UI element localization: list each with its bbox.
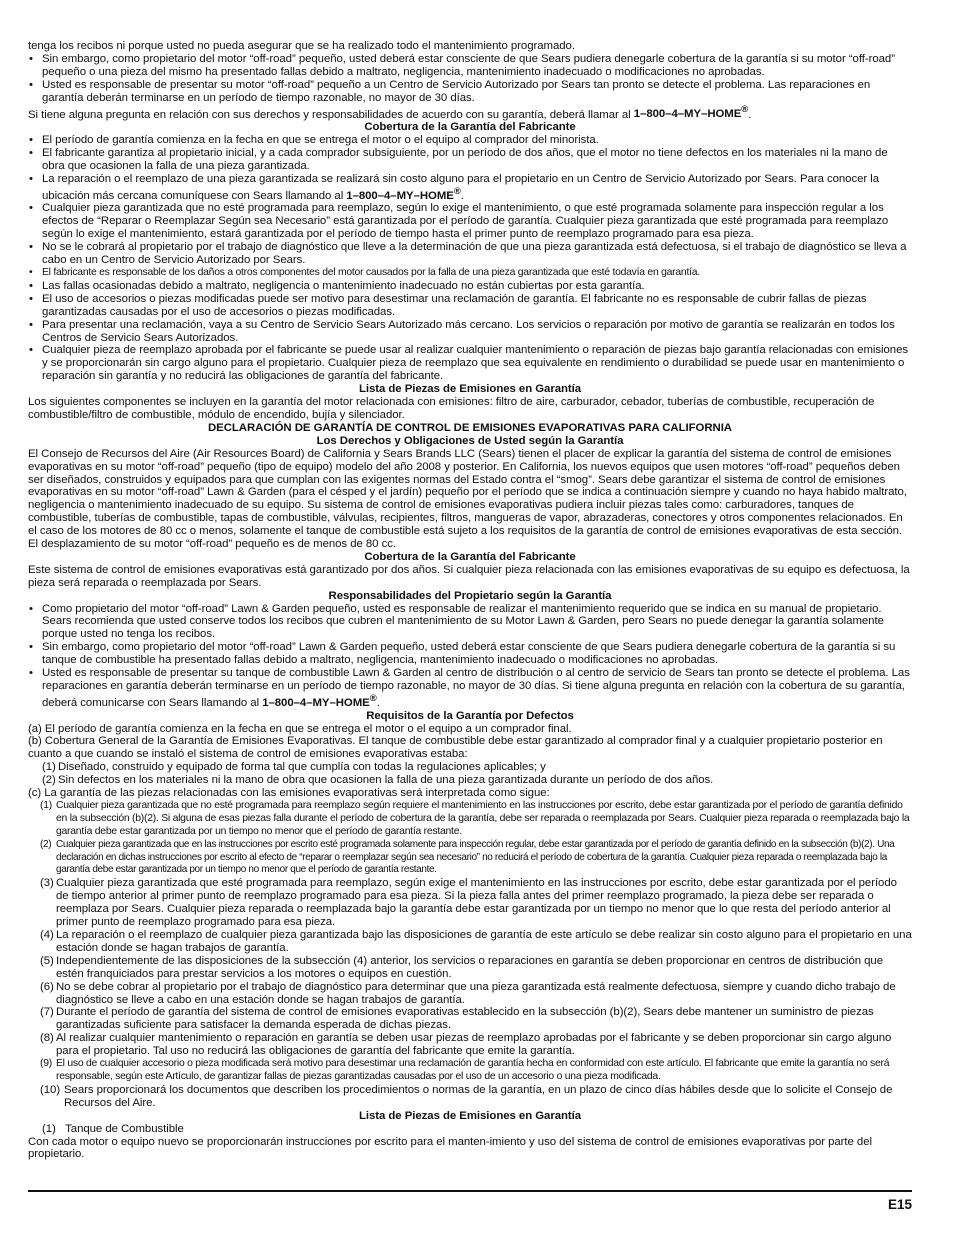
- list-item: • El período de garantía comienza en la fecha en que se entrega el motor o el equipo al comprador del minorista.: [28, 134, 912, 147]
- question-text: Si tiene alguna pregunta en relación con sus derechos y responsabilidades de acuerdo con su garantía, deberá llamar al 1–800–4–MY–HOME®.: [28, 104, 752, 121]
- phone-number: 1–800–4–MY–HOME®: [262, 692, 377, 709]
- list-item: • Las fallas ocasionadas debido a maltrato, negligencia o mantenimiento inadecuado no están cubiertas por esta garantía.: [28, 280, 912, 293]
- closing-text: Con cada motor o equipo nuevo se proporcionarán instrucciones por escrito para el manten-imiento y uso del sistema de control de emisiones evaporativas por parte del propietario.: [28, 1135, 872, 1161]
- requirement-a: (a) El período de garantía comienza en la fecha en que se entrega el motor o el equipo a un comprador final.: [28, 722, 572, 735]
- list-item: • Cualquier pieza de reemplazo aprobada por el fabricante se puede usar al realizar cualquier mantenimiento o reparación de piezas bajo garantía relacionadas con emisiones y se proporcionarán sin cargo alguno para el propietario. Cualquier pieza de reemplazo que sea equivalente en rendimiento o durabilidad se puede usar en mantenimiento o reparación sin garantía y no reducirá las obligaciones de garantía del fabricante.: [28, 344, 912, 383]
- list-item: • Como propietario del motor “off-road” Lawn & Garden pequeño, usted es responsable de realizar el mantenimiento requerido que se indica en su manual de propietario. Sears recomienda que usted conserve todos los recibos que cubren el mantenimiento de su Motor Lawn & Garden, pero Sears no puede denegar la garantía solamente porque usted no tenga los recibos.: [28, 603, 912, 642]
- section-heading: Lista de Piezas de Emisiones en Garantía: [358, 1109, 582, 1122]
- parts-list-item: (1) Tanque de Combustible: [42, 1122, 184, 1135]
- section-heading: Cobertura de la Garantía del Fabricante: [364, 121, 576, 134]
- list-item: • Sin embargo, como propietario del motor “off-road” pequeño, usted deberá estar consciente de que Sears pudiera denegarle cobertura de la garantía si su motor “off-road” pequeño o una pieza del mismo ha presentado fallas debido a maltrato, negligencia, mantenimiento inadecuado o modificaciones no aprobadas.: [28, 53, 912, 79]
- requirement-b-sub: (1) Diseñado, construido y equipado de forma tal que cumplía con todas la regulaciones aplicables; y: [42, 761, 546, 774]
- section-heading: Cobertura de la Garantía del Fabricante: [364, 550, 576, 563]
- requirement-c-item: (2) Cualquier pieza garantizada que en las instrucciones por escrito esté programada solamente para inspección regular, debe estar garantizada por el período de garantía definido en la subsección (b)(2). Una declaración en dichas instrucciones por escrito al efecto de “reparar o reemplazar según sea necesario” no reducirá el período de cobertura de la garantía. Cualquier pieza reparada o reemplazada bajo la garantía debe estar garantizada por un tiempo no menor que el período de garantía restante.: [40, 838, 895, 876]
- list-item: • El fabricante garantiza al propietario inicial, y a cada comprador subsiguiente, por un período de dos años, que el motor no tiene defectos en los materiales ni la mano de obra que ocasionen la falla de una pieza garantizada.: [28, 147, 912, 173]
- california-text: El Consejo de Recursos del Aire (Air Resources Board) de California y Sears Brands LLC (Sears) tienen el placer de explicar la garantía del sistema de control de emisiones evaporativas en su motor “off-road” pequeño (tipo de equipo) modelo del año 2008 y posterior. En California, los nuevos equipos que usen motores “off-road” pequeños deben ser diseñados, construidos y equipados para que cumplan con las exigentes normas del Estado contra el “smog”. Sears debe garantizar el sistema de control de emisiones evaporativas en su motor “off-road” Lawn & Garden (para el césped y el jardín) pequeño por el período que se indica a continuación siempre y cuando no haya habido maltrato, negligencia o mantenimiento inadecuado de su equipo. Su sistema de control de emisiones evaporativas pudiera incluir piezas tales como: carburadores, tanques de combustible, tuberías de combustible, tapas de combustible, válvulas, recipientes, filtros, mangueras de vapor, abrazaderas, conectores y otros componentes relacionados. En el caso de los motores de 80 cc o menos, solamente el tanque de combustible está sujeto a los requisitos de la garantía de control de emisiones evaporativas de esta sección. El desplazamiento de su motor “off-road” pequeño es de menos de 80 cc.: [28, 447, 907, 551]
- requirement-c-item: (1) Cualquier pieza garantizada que no esté programada para reemplazo según requiere el mantenimiento en las instrucciones por escrito, debe estar garantizada por el período de garantía definido en la subsección (b)(2). Si alguna de esas piezas falla durante el período de cobertura de la garantía, debe ser reparada o reemplazada por Sears. Cualquier pieza reparada o reemplazada bajo la garantía debe estar garantizada por un tiempo no menor que el período de garantía restante.: [40, 799, 910, 837]
- list-item: • El uso de accesorios o piezas modificadas puede ser motivo para desestimar una reclamación de garantía. El fabricante no es responsable de cubrir fallas de piezas garantizadas causadas por el uso de accesorios o piezas modificadas.: [28, 293, 912, 319]
- requirement-c-item: (9) El uso de cualquier accesorio o pieza modificada será motivo para desestimar una reclamación de garantía hecha en conformidad con este artículo. El fabricante que emite la garantía no será responsable, según este Artículo, de garantizar fallas de piezas garantizadas causadas por el uso de un accesorio o una pieza modificada.: [40, 1058, 890, 1082]
- california-heading: DECLARACIÓN DE GARANTÍA DE CONTROL DE EMISIONES EVAPORATIVAS PARA CALIFORNIA: [208, 421, 732, 434]
- list-item: • Cualquier pieza garantizada que no esté programada para reemplazo, según lo exige el mantenimiento, o que esté programada solamente para inspección regular a los efectos de “Reparar o Reemplazar Según sea Necesario” está garantizada por el período de garantía. Cualquier pieza garantizada que esté programada para reemplazo según lo exige el mantenimiento, estará garantizada por el período de tiempo hasta el primer punto de reemplazo programado para esa pieza.: [28, 202, 912, 241]
- requirement-c-item: (5) Independientemente de las disposiciones de la subsección (4) anterior, los servicios o reparaciones en garantía se deben proporcionar en centros de distribución que estén franquiciados para prestar servicios a los motores o equipos en cuestión.: [40, 954, 883, 980]
- section-heading: Requisitos de la Garantía por Defectos: [366, 709, 574, 722]
- requirement-c-item: (7) Durante el período de garantía del sistema de control de emisiones evaporativas establecido en la subsección (b)(2), Sears debe mantener un suministro de piezas garantizadas suficiente para satisfacer la demanda esperada de dichas piezas.: [40, 1006, 874, 1032]
- section-subheading: Los Derechos y Obligaciones de Usted según la Garantía: [316, 434, 624, 447]
- requirement-c-item: (3) Cualquier pieza garantizada que esté programada para reemplazo, según exige el mantenimiento en las instrucciones por escrito, debe estar garantizada por el período de tiempo anterior al primer punto de reemplazo programado para esa pieza. Si la pieza falla antes del primer reemplazo programado, la pieza debe ser reparada o reemplaza por Sears. Cualquier pieza reparada o reemplazada bajo la garantía debe estar garantizada por un tiempo no menor que lo que resta del período anterior al primer punto de reemplazo programado para esa pieza.: [40, 877, 897, 929]
- requirement-c-list: [28, 800, 912, 1110]
- section-heading: Lista de Piezas de Emisiones en Garantía: [358, 383, 582, 396]
- page-number: E15: [887, 1197, 912, 1212]
- phone-number: 1–800–4–MY–HOME®: [633, 104, 749, 121]
- requirement-b: (b) Cobertura General de la Garantía de Emisiones Evaporativas. El tanque de combustible debe estar garantizado al comprador final y a cualquier propietario posterior en cuanto a que cuando se instaló el sistema de control de emisiones evaporativas estaba:: [28, 735, 883, 761]
- parts-list-text: Los siguientes componentes se incluyen en la garantía del motor relacionada con emisiones: filtro de aire, carburador, cebador, tuberías de combustible, recuperación de combustible/filtro de combustible, módulo de encendido, bujía y silenciador.: [28, 396, 875, 421]
- requirement-c: (c) La garantía de las piezas relacionadas con las emisiones evaporativas será interpretada como sigue:: [28, 787, 550, 800]
- footer-rule: [28, 1190, 912, 1192]
- list-item: • La reparación o el reemplazo de una pieza garantizada se realizará sin costo alguno para el propietario en un Centro de Servicio Autorizado por Sears. Para conocer la ubicación más cercana comuníquese con Sears llamando al 1–800–4–MY–HOME®.: [28, 173, 912, 203]
- requirement-c-item: (8) Al realizar cualquier mantenimiento o reparación en garantía se deben usar piezas de reemplazo aprobadas por el fabricante y se deben proporcionar sin cargo alguno para el propietario. Tal uso no reducirá las obligaciones de garantía del fabricante que emite la garantía.: [40, 1032, 892, 1058]
- list-item: • El fabricante es responsable de los daños a otros componentes del motor causados por la falla de una pieza garantizada que esté todavía en garantía.: [28, 267, 912, 280]
- coverage-text: Este sistema de control de emisiones evaporativas está garantizado por dos años. Si cualquier pieza relacionada con las emisiones evaporativas de su equipo es defectuosa, la pieza será reparada o reemplazada por Sears.: [28, 563, 910, 589]
- list-item: • Usted es responsable de presentar su tanque de combustible Lawn & Garden al centro de distribución o al centro de servicio de Sears tan pronto se detecte el problema. Las reparaciones en garantía deberán terminarse en un período de tiempo razonable, no mayor de 30 días. Si tiene alguna pregunta en relación con la cobertura de su garantía, deberá comunicarse con Sears llamando al 1–800–4–MY–HOME®.: [28, 667, 912, 710]
- list-item: • Usted es responsable de presentar su motor “off-road” pequeño a un Centro de Servicio Autorizado por Sears tan pronto se detecte el problema. Las reparaciones en garantía deberán terminarse en un período de tiempo razonable, no mayor de 30 días.: [28, 79, 912, 105]
- list-item: • No se le cobrará al propietario por el trabajo de diagnóstico que lleve a la determinación de que una pieza garantizada está defectuosa, si el trabajo de diagnóstico se lleva a cabo en un Centro de Servicio Autorizado por Sears.: [28, 241, 912, 267]
- list-item: • Sin embargo, como propietario del motor “off-road” Lawn & Garden pequeño, usted deberá estar consciente de que Sears pudiera denegarle cobertura de la garantía si su tanque de combustible ha presentado fallas debido a maltrato, negligencia, mantenimiento inadecuado o modificaciones no aprobadas.: [28, 641, 912, 667]
- warranty-document: [28, 40, 912, 1161]
- list-item: • Para presentar una reclamación, vaya a su Centro de Servicio Sears Autorizado más cercano. Los servicios o reparación por motivo de garantía se realizarán en todos los Centros de Servicio Sears Autorizados.: [28, 319, 912, 345]
- requirement-c-item: (10) Sears proporcionará los documentos que describen los procedimientos o normas de la garantía, en un plazo de cinco días hábiles desde que lo solicite el Consejo de Recursos del Aire.: [40, 1083, 893, 1109]
- intro-text: tenga los recibos ni porque usted no pueda asegurar que se ha realizado todo el mantenimiento programado.: [28, 40, 575, 52]
- requirement-b-sub: (2) Sin defectos en los materiales ni la mano de obra que ocasionen la falla de una pieza garantizada durante un período de dos años.: [42, 774, 714, 787]
- phone-number: 1–800–4–MY–HOME®: [346, 185, 461, 202]
- requirement-c-item: (4) La reparación o el reemplazo de cualquier pieza garantizada bajo las disposiciones de garantía de este artículo se debe realizar sin costo alguno para el propietario en una estación donde se hagan trabajos de garantía.: [40, 929, 912, 954]
- section-heading: Responsabilidades del Propietario según la Garantía: [328, 589, 612, 602]
- requirement-c-item: (6) No se debe cobrar al propietario por el trabajo de diagnóstico para determinar que una pieza garantizada está realmente defectuosa, siempre y cuando dicho trabajo de diagnóstico se lleve a cabo en una estación donde se hagan trabajos de garantía.: [40, 980, 896, 1006]
